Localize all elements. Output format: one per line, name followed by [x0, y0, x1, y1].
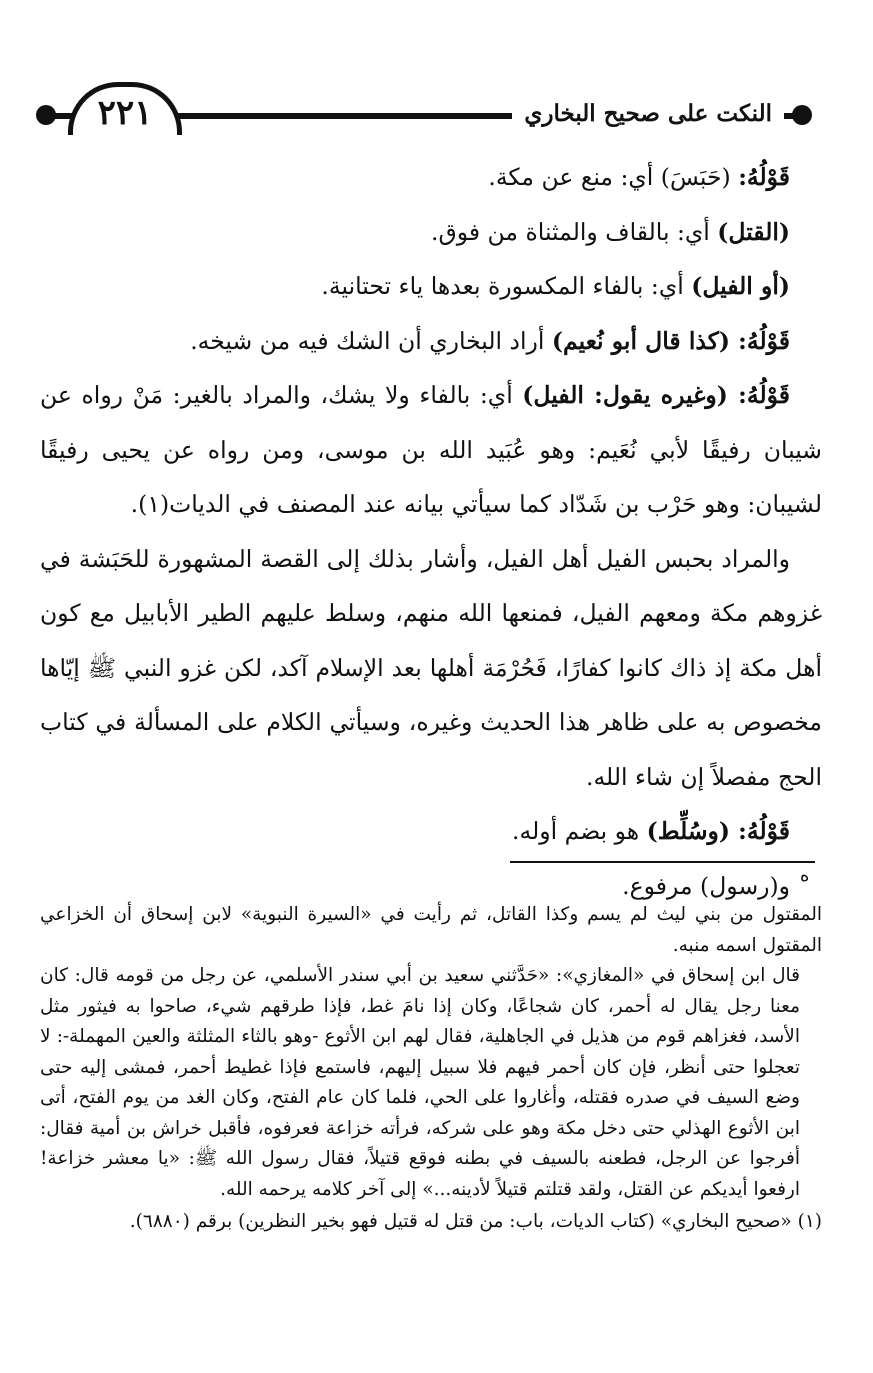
keyword: قَوْلُهُ: (كذا قال أبو نُعيم)	[551, 326, 790, 355]
paragraph-7	[40, 804, 822, 859]
keyword: قَوْلُهُ: (وسُلِّط)	[646, 817, 790, 845]
page-number: ٢٢١	[68, 82, 182, 135]
keyword: (أو الفيل)	[691, 272, 790, 300]
paragraph-4	[40, 314, 822, 369]
main-text	[40, 150, 822, 913]
paragraph-text: (حَبَسَ) أي: منع عن مكة.	[488, 163, 739, 191]
paragraph-text: هو بضم أوله.	[512, 817, 647, 845]
page-header	[30, 80, 820, 150]
keyword: (القتل)	[717, 217, 790, 246]
keyword: قَوْلُهُ: (وغيره يقول: الفيل)	[522, 381, 790, 409]
paragraph-3	[40, 259, 822, 314]
paragraph-text: أي: بالفاء المكسورة بعدها ياء تحتانية.	[321, 272, 692, 300]
paragraph-text: أراد البخاري أن الشك فيه من شيخه.	[190, 326, 552, 355]
book-title: النكت على صحيح البخاري	[512, 94, 784, 134]
paragraph-text: و(رسول) مرفوع.	[622, 871, 790, 900]
footnote-quote: قال ابن إسحاق في «المغازي»: «حَدَّثني سعيد بن أبي سندر الأسلمي، عن رجل من قومه قال: كان معنا رجل يقال له أحمر، كان شجاعًا، وكان إذا نامَ غط، فإذا طرقهم شيء، صاحوا به فيثور مثل الأسد، فغزاهم قوم من هذيل في الجاهلية، فقال لهم ابن الأثوع -وهو بالثاء المثلثة والعين المهملة-: لا تعجلوا حتى أنظر، فإن كان أحمر فيهم فلا سبيل إليهم، فاستمع فإذا غطيط أحمر، فمشى إليه حتى وضع السيف في صدره فقتله، وأغاروا على الحي، فلما كان عام الفتح، وكان الغد من يوم الفتح، أتى ابن الأثوع الهذلي حتى دخل مكة وهو على شركه، فرأته خزاعة فعرفوه، فأقبل خراش بن أمية فقال: أفرجوا عن الرجل، فطعنه بالسيف في بطنه فوقع قتيلاً، فقال رسول الله ﷺ: «يا معشر خزاعة! ارفعوا أيديكم عن القتل، ولقد قتلتم قتيلاً لأدينه...» إلى آخر كلامه يرحمه الله.	[40, 965, 800, 1200]
paragraph-1	[40, 150, 822, 205]
footnote-separator	[510, 861, 815, 863]
paragraph-5	[40, 368, 822, 532]
header-right-dot	[792, 105, 812, 125]
footnote-1: (١) «صحيح البخاري» (كتاب الديات، باب: من قتل له قتيل فهو بخير النظرين) برقم (٦٨٨٠).	[129, 1211, 822, 1232]
paragraph-text: والمراد بحبس الفيل أهل الفيل، وأشار بذلك إلى القصة المشهورة للحَبَشة في غزوهم مكة ومعهم الفيل، فمنعها الله منهم، وسلط عليهم الطير الأبابيل مع كون أهل مكة إذ ذاك كانوا كفارًا، فَحُرْمَة أهلها بعد الإسلام آكد، لكن غزو النبي ﷺ إيّاها مخصوص به على ظاهر هذا الحديث وغيره، وسيأتي الكلام على المسألة في كتاب الحج مفصلاً إن شاء الله.	[40, 544, 822, 791]
footnote-continued: المقتول من بني ليث لم يسم وكذا القاتل، ثم رأيت في «السيرة النبوية» لابن إسحاق أن الخزاعي المقتول اسمه منبه.	[40, 904, 822, 956]
keyword: قَوْلُهُ:	[738, 163, 790, 191]
paragraph-text: أي: بالقاف والمثناة من فوق.	[431, 217, 718, 246]
paragraph-6	[40, 532, 822, 805]
paragraph-text: أي: بالفاء ولا يشك، والمراد بالغير: مَنْ رواه عن شيبان رفيقًا لأبي نُعَيم: وهو عُبَيد الله بن موسى، ومن رواه عن يحيى رفيقًا لشيبان: وهو حَرْب بن شَدّاد كما سيأتي بيانه عند المصنف في الديات(١).	[40, 381, 822, 518]
footnotes	[40, 900, 822, 1238]
paragraph-2	[40, 205, 822, 260]
header-left-dot	[36, 105, 56, 125]
footnote-continuation-mark: ه	[800, 865, 810, 886]
